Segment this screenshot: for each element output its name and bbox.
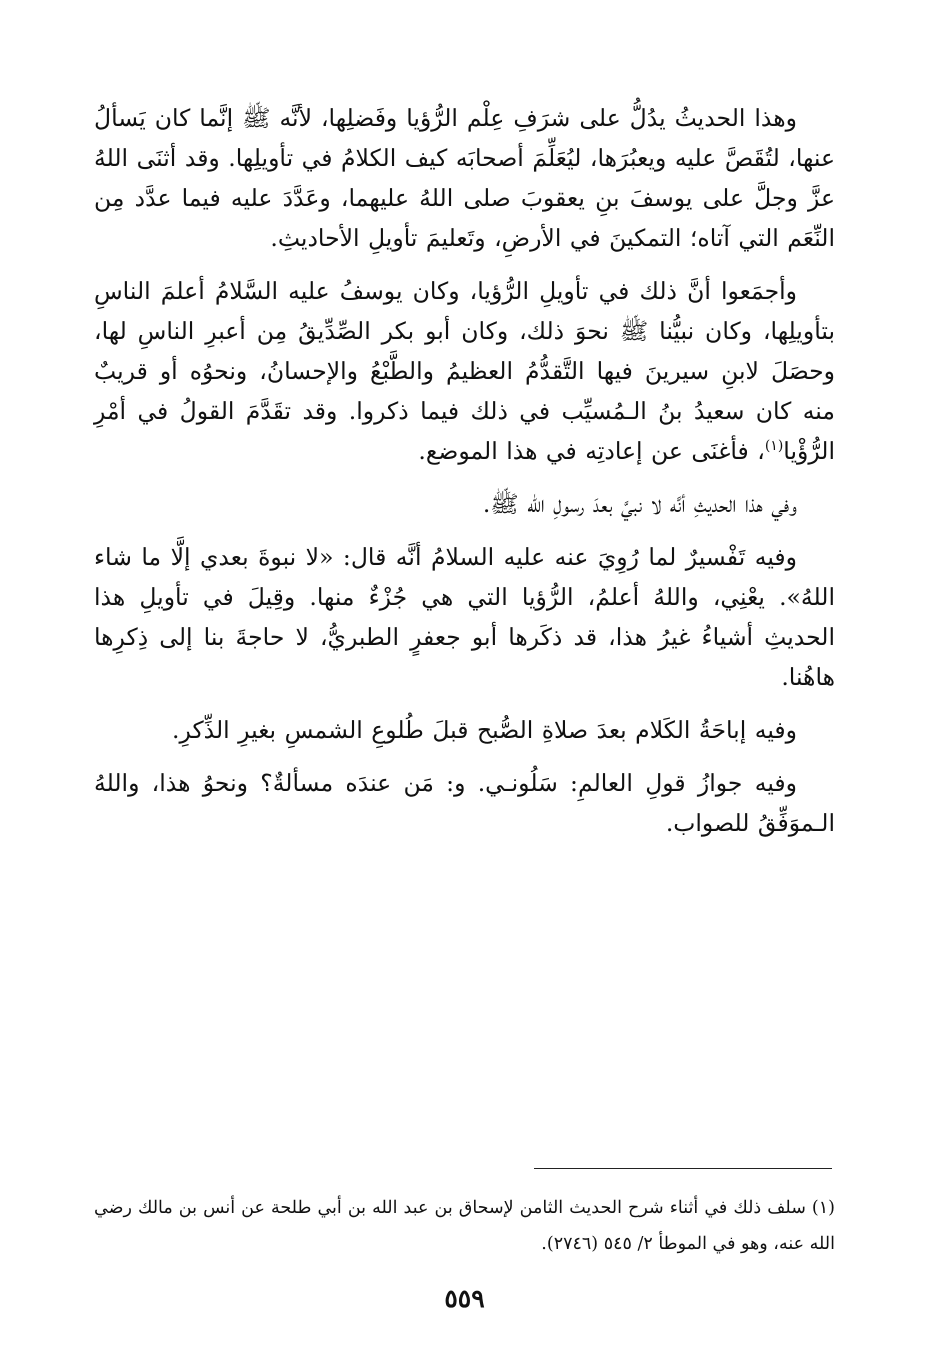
paragraph-1: وهذا الحديثُ يدُلُّ على شرَفِ عِلْم الرُّؤيا وفَضلِها، لأنَّه ﷺ إنَّما كان يَسألُ عنها، لتُقَصَّ عليه ويعبُرَها، ليُعَلِّمَ أصحابَه كيف الكلامُ في تأويلِها. وقد أثنَى اللهُ عزَّ وجلَّ على يوسفَ بنِ يعقوبَ صلى اللهُ عليهما، وعَدَّدَ عليه فيما عدَّد مِن النِّعَم التي آتاه؛ التمكينَ في الأرضِ، وتَعليمَ تأويلِ الأحاديثِ. [94, 104, 835, 252]
main-text [94, 98, 835, 856]
page-number: ٥٥٩ [444, 1284, 485, 1313]
paragraph-2 [94, 271, 835, 471]
paragraph-3: وفي هذا الحديثِ أنَّه لا نبيَّ بعدَ رسولِ الله ﷺ. [482, 490, 797, 518]
paragraph-5: وفيه إباحَةُ الكَلام بعدَ صلاةِ الصُّبح قبلَ طُلوعِ الشمسِ بغيرِ الذِّكرِ. [172, 716, 797, 744]
paragraph-2-text: وأجمَعوا أنَّ ذلك في تأويلِ الرُّؤيا، وكان يوسفُ عليه السَّلامُ أعلمَ الناسِ بتأويلِها، وكان نبيُّنا ﷺ نحوَ ذلك، وكان أبو بكر الصِّدِّيقُ مِن أعبرِ الناسِ لها، وحصَلَ لابنِ سيرينَ فيها التَّقدُّمُ العظيمُ والطَّبْعُ والإحسانُ، ونحوُه أو قريبٌ منه كان سعيدُ بنُ الـمُسيِّب في ذلك فيما ذكروا. وقد تقَدَّمَ القولُ في أمْرِ الرُّؤْيا [94, 277, 835, 465]
footnote-divider [534, 1168, 832, 1169]
paragraph-6: وفيه جوازُ قولِ العالمِ: سَلُونـي. و: مَن عندَه مسألةٌ؟ ونحوُ هذا، واللهُ الـموَفِّقُ للصواب. [94, 769, 835, 837]
paragraph-2-tail: ، فأغنَى عن إعادتِه في هذا الموضع. [418, 437, 765, 465]
footnote: (١) سلف ذلك في أثناء شرح الحديث الثامن لإسحاق بن عبد الله بن أبي طلحة عن أنس بن مالك رضي الله عنه، وهو في الموطأ ٢/ ٥٤٥ (٢٧٤٦). [94, 1198, 835, 1254]
paragraph-4: وفيه تَفْسيرٌ لما رُوِيَ عنه عليه السلامُ أنَّه قال: «لا نبوةَ بعدي إلَّا ما شاء اللهُ». يعْنِي، واللهُ أعلمُ، الرُّؤيا التي هي جُزْءٌ منها. وقِيلَ في تأويلِ هذا الحديثِ أشياءُ غيرُ هذا، قد ذكَرها أبو جعفرٍ الطبريُّ، لا حاجةَ بنا إلى ذِكرِها هاهُنا. [94, 543, 835, 691]
footnote-reference[interactable]: (١) [764, 438, 784, 455]
